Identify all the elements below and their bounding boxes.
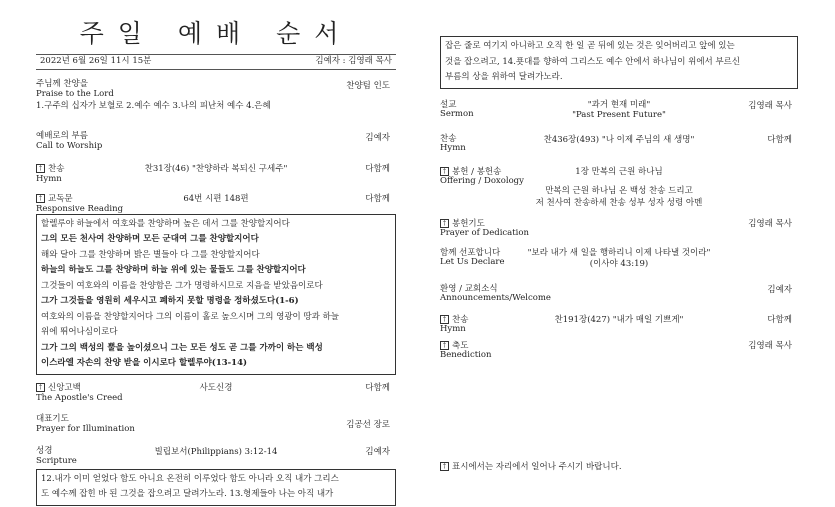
call-section: [36, 132, 396, 158]
announce-section: [440, 285, 798, 309]
dedication-title-ko: 봉헌기도: [452, 218, 485, 229]
sermon-preacher: 김영래 목사: [748, 100, 792, 111]
responsive-reading-ref: 64번 시편 148편: [183, 193, 249, 204]
responsive-section: [36, 194, 396, 214]
stand-mark-icon: †: [36, 194, 45, 203]
responsive-title-ko: 교독문: [48, 193, 73, 204]
service-presider: 김예자 : 김영래 목사: [315, 56, 392, 66]
benediction-title-en: Benediction: [440, 350, 492, 361]
left-column: [36, 0, 396, 506]
hymn3-title: 찬191장(427) "내가 매일 기쁘게": [554, 314, 684, 325]
sermon-title-english: "Past Present Future": [572, 109, 666, 120]
stand-mark-icon: †: [440, 315, 449, 324]
praise-title-ko: 주님께 찬양을: [36, 78, 88, 89]
call-leader: 김예자: [365, 132, 390, 143]
offering-section: [440, 167, 798, 217]
doxology-line: 저 천사여 찬송하세 찬송 성부 성자 성령 아멘: [535, 197, 703, 208]
responsive-title-en: Responsive Reading: [36, 203, 124, 214]
dedication-section: [440, 219, 798, 243]
hymn2-title: 찬436장(493) "나 이제 주님의 새 생명": [543, 134, 695, 145]
reading-line: 이스라엘 자손의 찬양 받을 이시로다 할렐루야(13-14): [41, 358, 248, 369]
benediction-leader: 김영래 목사: [748, 340, 792, 351]
scripture-leader: 김예자: [365, 446, 390, 457]
praise-section: [36, 80, 396, 122]
dedication-title-en: Prayer of Dedication: [440, 228, 529, 239]
creed-title-ko: 신앙고백: [48, 382, 81, 393]
hymn3-title-en: Hymn: [440, 324, 466, 335]
call-title-en: Call to Worship: [36, 140, 103, 151]
declare-reference: (이사야 43:19): [589, 258, 649, 269]
benediction-section: [440, 341, 798, 365]
scripture-text-box: [36, 469, 396, 506]
hymn2-title-ko: 찬송: [440, 133, 457, 144]
hymn1-title: 찬31장(46) "찬양하라 복되신 구세주": [144, 163, 288, 174]
prayer-leader: 김공선 장로: [346, 419, 390, 430]
hymn3-section: [440, 315, 798, 337]
hymn3-title-ko: 찬송: [452, 314, 469, 325]
declare-section: [440, 249, 798, 279]
scripture-reference: 빌립보서(Philippians) 3:12-14: [154, 446, 278, 457]
reading-line: 여호와의 이름을 찬양할지어다 그의 이름이 홀로 높으시며 그의 영광이 땅과 하늘: [41, 311, 339, 322]
praise-songs: 1.구주의 십자가 보혈로 2.예수 예수 3.나의 피난처 예수 4.은혜: [36, 101, 271, 112]
praise-title-en: Praise to the Lord: [36, 88, 114, 99]
footnote-text: 표시에서는 자리에서 일어나 주시기 바랍니다.: [452, 462, 622, 472]
praise-leader: 찬양팀 인도: [346, 80, 390, 91]
reading-line: 위에 뛰어나심이로다: [41, 327, 118, 338]
declare-title-en: Let Us Declare: [440, 257, 505, 268]
scripture-line: 잡은 줄로 여기지 아니하고 오직 한 일 곧 뒤에 있는 것은 잊어버리고 앞에 있는: [445, 41, 735, 51]
prayer-section: [36, 415, 396, 439]
reading-line: 그가 그의 백성의 뿔을 높이셨으니 그는 모든 성도 곧 그를 가까이 하는 백성: [41, 342, 323, 353]
stand-mark-icon: †: [440, 167, 449, 176]
stand-mark-icon: †: [36, 383, 45, 392]
creed-title-en: The Apostle's Creed: [36, 392, 123, 403]
announce-title-en: Announcements/Welcome: [440, 293, 551, 304]
sermon-title: "과거 현재 미래": [587, 99, 651, 110]
stand-mark-icon: †: [440, 341, 449, 350]
scripture-continued-box: [440, 36, 798, 89]
service-meta: [36, 54, 396, 70]
reading-line: 그것들이 여호와의 이름을 찬양함은 그가 명령하시므로 지음을 받았음이로다: [41, 280, 323, 291]
scripture-title-en: Scripture: [36, 455, 77, 466]
reading-line: 하늘의 하늘도 그를 찬양하며 하늘 위에 있는 물들도 그를 찬양할지어다: [41, 265, 306, 276]
prayer-title-en: Prayer for Illumination: [36, 423, 135, 434]
scripture-title-ko: 성경: [36, 445, 53, 456]
footnote: [440, 462, 622, 473]
stand-mark-icon: †: [36, 164, 45, 173]
hymn1-title-ko: 찬송: [48, 163, 65, 174]
doxology-title: 1장 만복의 근원 하나님: [575, 166, 663, 177]
declare-title-ko: 함께 선포합니다: [440, 247, 501, 258]
hymn3-leader: 다함께: [767, 314, 792, 325]
benediction-title-ko: 축도: [452, 340, 469, 351]
responsive-reading-box: [36, 214, 396, 375]
hymn2-title-en: Hymn: [440, 143, 466, 154]
reading-line: 그가 그것들을 영원히 세우시고 폐하지 못할 명령을 정하셨도다(1-6): [41, 296, 299, 307]
creed-section: [36, 383, 396, 409]
scripture-line: 것을 잡으려고, 14.푯대를 향하여 그리스도 예수 안에서 하나님이 위에서 부르신: [445, 56, 741, 67]
sermon-title-ko: 설교: [440, 99, 457, 110]
scripture-line: 부름의 상을 위하여 달려가노라.: [445, 72, 563, 82]
right-column: [440, 36, 798, 472]
prayer-title-ko: 대표기도: [36, 413, 69, 424]
reading-line: 해와 달아 그를 찬양하며 밝은 별들아 다 그를 찬양할지어다: [41, 249, 260, 260]
announce-title-ko: 환영 / 교회소식: [440, 283, 498, 294]
service-date: 2022년 6월 26일 11시 15분: [40, 56, 152, 66]
doxology-line: 만복의 근원 하나님 온 백성 찬송 드리고: [545, 185, 693, 196]
stand-mark-icon: †: [440, 462, 449, 471]
dedication-leader: 김영래 목사: [748, 218, 792, 229]
hymn2-leader: 다함께: [767, 134, 792, 145]
hymn1-title-en: Hymn: [36, 173, 62, 184]
declare-verse: "보라 내가 새 일을 행하리니 이제 나타낼 것이라": [527, 247, 711, 258]
sermon-title-en: Sermon: [440, 109, 474, 120]
creed-leader: 다함께: [365, 382, 390, 393]
page-title: 주일 예배 순서: [79, 19, 353, 48]
scripture-section: [36, 447, 396, 469]
hymn1-leader: 다함께: [365, 163, 390, 174]
offering-title-ko: 봉헌 / 봉헌송: [452, 166, 502, 177]
call-title-ko: 예배로의 부름: [36, 130, 88, 141]
scripture-line: 도 예수께 잡힌 바 된 그것을 잡으려고 달려가노라. 13.형제들아 나는 아직 내가: [41, 489, 334, 500]
reading-line: 그의 모든 천사여 찬양하며 모든 군대여 그를 찬양할지어다: [41, 234, 259, 245]
sermon-section: [440, 101, 798, 127]
stand-mark-icon: †: [440, 219, 449, 228]
responsive-leader: 다함께: [365, 193, 390, 204]
offering-title-en: Offering / Doxology: [440, 176, 524, 187]
scripture-line: 12.내가 이미 얻었다 함도 아니요 온전히 이루었다 함도 아니라 오직 내가 그리스: [41, 473, 339, 484]
creed-name: 사도신경: [199, 382, 233, 393]
hymn1-section: [36, 164, 396, 188]
announce-leader: 김예자: [767, 284, 792, 295]
reading-line: 할렐루야 하늘에서 여호와를 찬양하며 높은 데서 그를 찬양할지어다: [41, 218, 290, 229]
hymn2-section: [440, 135, 798, 159]
